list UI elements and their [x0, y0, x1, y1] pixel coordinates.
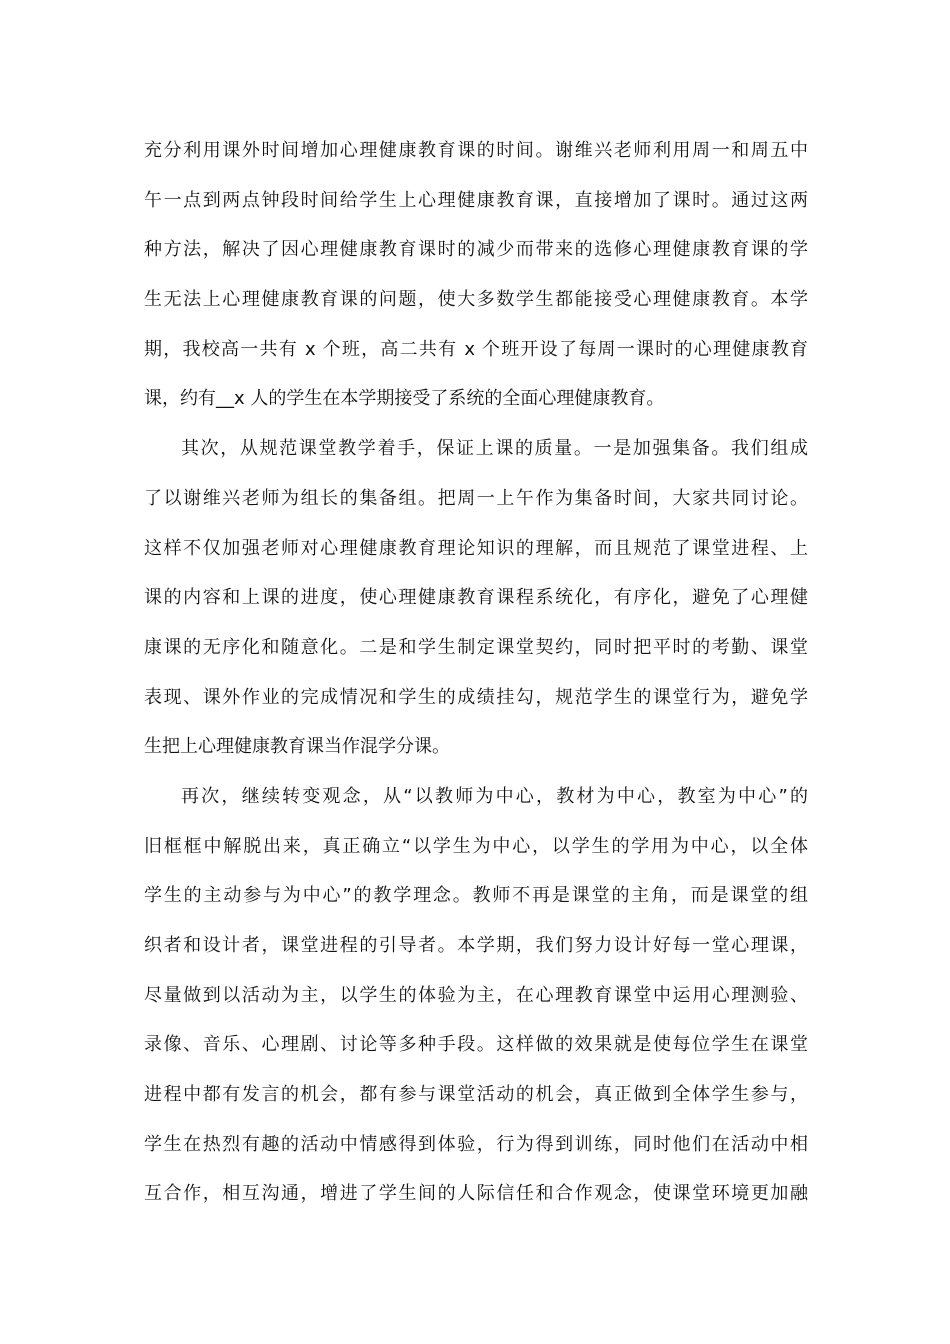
text-line: 学生在热烈有趣的活动中情感得到体验，行为得到训练，同时他们在活动中相	[144, 1133, 808, 1155]
text-line: 尽量做到以活动为主，以学生的体验为主，在心理教育课堂中运用心理测验、	[144, 984, 808, 1006]
text-line: 种方法，解决了因心理健康教育课时的减少而带来的选修心理健康教育课的学	[144, 239, 808, 261]
text-line: 康课的无序化和随意化。二是和学生制定课堂契约，同时把平时的考勤、课堂	[144, 636, 808, 658]
text-line: 午一点到两点钟段时间给学生上心理健康教育课，直接增加了课时。通过这两	[144, 189, 808, 211]
text-line: 了以谢维兴老师为组长的集备组。把周一上午作为集备时间，大家共同讨论。	[144, 487, 808, 509]
text-line: 旧框框中解脱出来，真正确立“以学生为中心，以学生的学用为中心，以全体	[144, 835, 808, 857]
text-line: 期，我校高一共有 x 个班，高二共有 x 个班开设了每周一课时的心理健康教育	[144, 338, 808, 360]
text-line: 录像、音乐、心理剧、讨论等多种手段。这样做的效果就是使每位学生在课堂	[144, 1034, 808, 1056]
text-line: 织者和设计者，课堂进程的引导者。本学期，我们努力设计好每一堂心理课，	[144, 935, 808, 956]
text-line: 课，约有__x 人的学生在本学期接受了系统的全面心理健康教育。	[144, 388, 665, 410]
text-line: 互合作，相互沟通，增进了学生间的人际信任和合作观念，使课堂环境更加融	[144, 1183, 808, 1205]
text-line: 表现、课外作业的完成情况和学生的成绩挂勾，规范学生的课堂行为，避免学	[144, 686, 808, 708]
text-line: 生把上心理健康教育课当作混学分课。	[144, 736, 450, 758]
paragraph-1	[144, 126, 808, 424]
text-line: 进程中都有发言的机会，都有参与课堂活动的机会，真正做到全体学生参与，	[144, 1084, 808, 1106]
text-line: 课的内容和上课的进度，使心理健康教育课程系统化，有序化，避免了心理健	[144, 587, 808, 609]
text-line: 其次，从规范课堂教学着手，保证上课的质量。一是加强集备。我们组成	[181, 438, 808, 460]
body-text	[144, 126, 808, 1219]
text-line: 再次，继续转变观念，从“以教师为中心，教材为中心，教室为中心”的	[181, 785, 808, 807]
paragraph-3	[144, 772, 808, 1219]
text-line: 充分利用课外时间增加心理健康教育课的时间。谢维兴老师利用周一和周五中	[144, 140, 808, 161]
text-line: 生无法上心理健康教育课的问题，使大多数学生都能接受心理健康教育。本学	[144, 289, 808, 311]
text-line: 学生的主动参与为中心”的教学理念。教师不再是课堂的主角，而是课堂的组	[144, 885, 808, 907]
paragraph-2	[144, 424, 808, 772]
text-line: 这样不仅加强老师对心理健康教育理论知识的理解，而且规范了课堂进程、上	[144, 537, 808, 559]
